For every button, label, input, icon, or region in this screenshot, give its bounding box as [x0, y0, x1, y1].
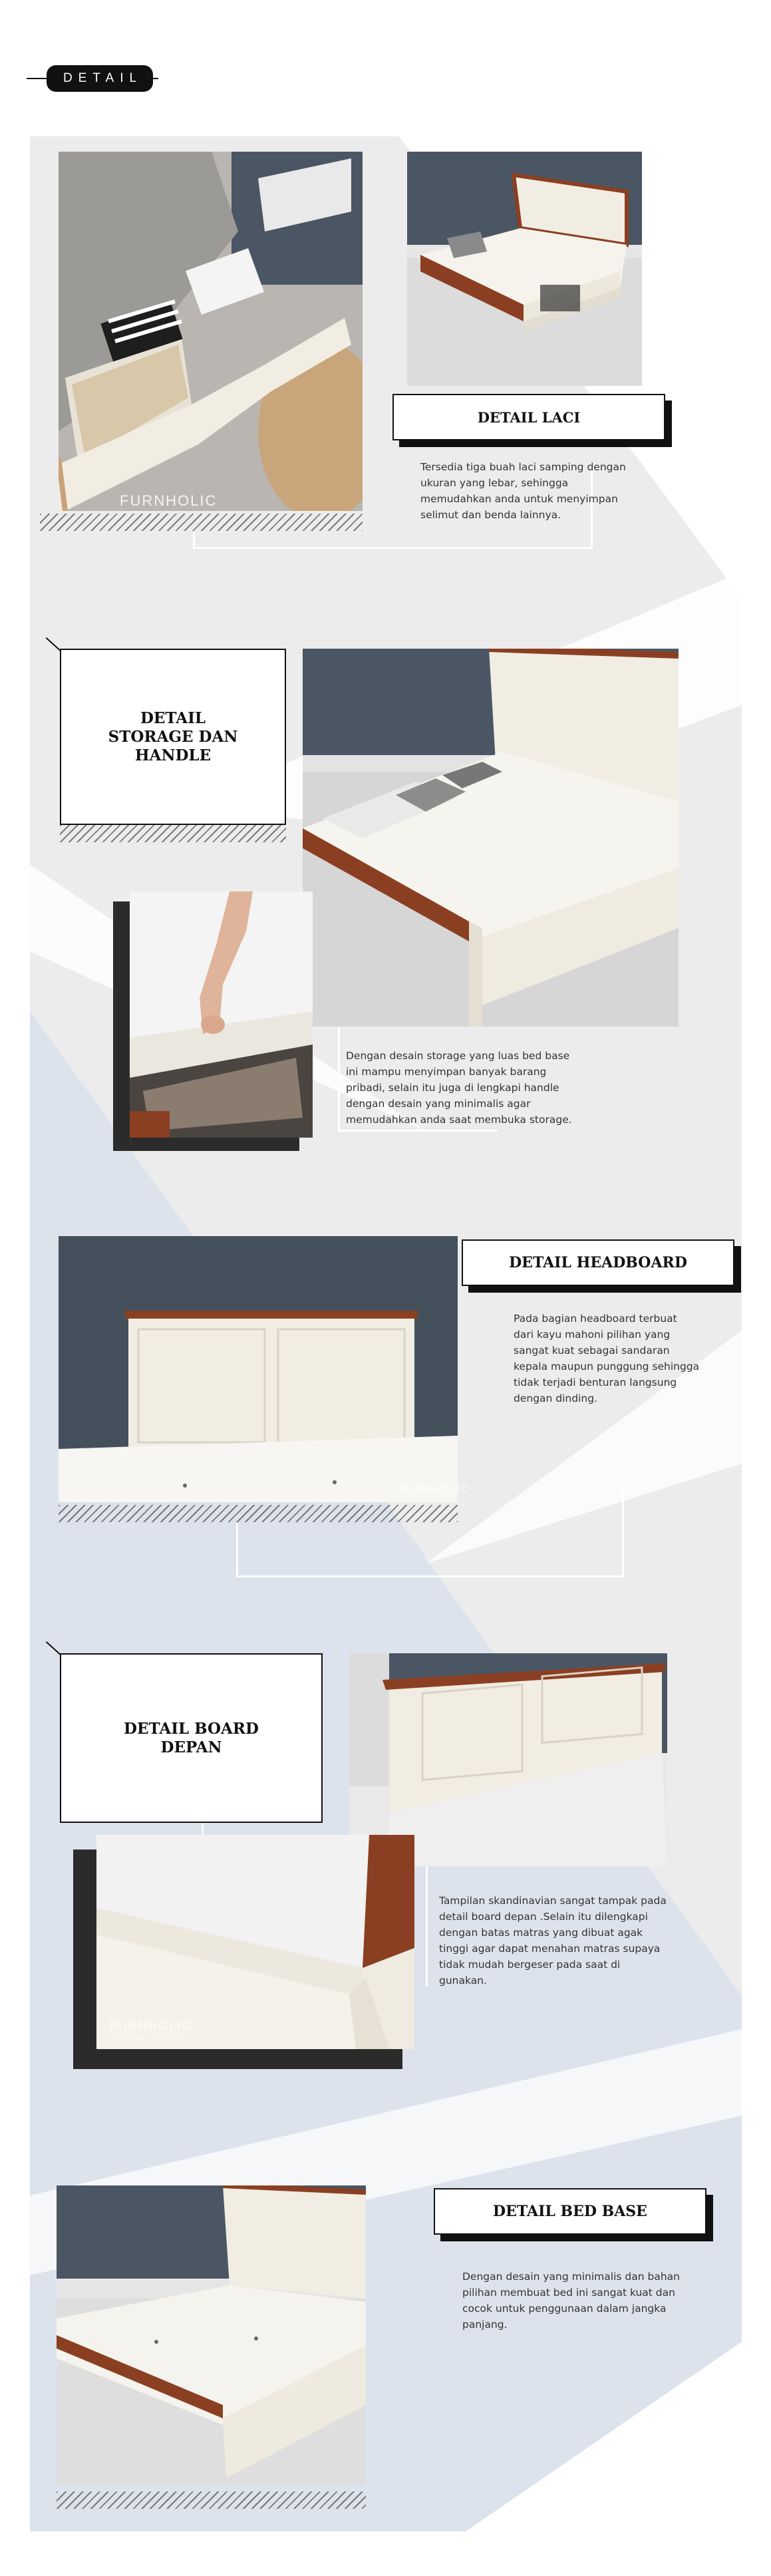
brand-watermark: FURNHOLIC — [110, 2019, 192, 2032]
brand-tagline: FURNITURE CONTROLS — [110, 2034, 184, 2040]
connector-line — [338, 1023, 340, 1131]
bed-base-photo — [57, 2185, 366, 2485]
connector-line — [426, 1866, 428, 1986]
drawer-photo-bed — [407, 152, 642, 386]
section-title: DETAIL BOARD DEPAN — [60, 1653, 323, 1823]
section-description: Tampilan skandinavian sangat tampak pada detail board depan .Selain itu dilengkapi dengan batas matras yang dibuat agak tinggi agar dapat menahan matras supaya tidak mudah bergeser pada saat di gunakan. — [439, 1895, 667, 1987]
connector-line — [193, 547, 592, 549]
hatch-decor — [60, 825, 286, 842]
drawer-photo-main — [59, 152, 363, 511]
connector-line — [202, 1823, 204, 1836]
connector-line — [236, 1575, 623, 1577]
section-title: DETAIL LACI — [392, 394, 665, 440]
storage-photo — [303, 649, 679, 1027]
headboard-photo — [59, 1236, 458, 1502]
handle-photo — [130, 891, 313, 1138]
header-line-right — [152, 78, 158, 79]
section-description: Dengan desain storage yang luas bed base ini mampu menyimpan banyak barang pribadi, selain itu juga di lengkapi handle dengan desain yang minimalis agar memudahkan anda saat membuka storage. — [346, 1050, 572, 1126]
section-title: DETAIL STORAGE DAN HANDLE — [60, 649, 286, 825]
hatch-decor — [59, 1505, 458, 1522]
detail-header-pill: DETAIL — [47, 65, 153, 92]
brand-watermark: FURNHOLIC — [120, 492, 218, 509]
brand-watermark: FURNHOLIC — [399, 1484, 470, 1495]
connector-line — [236, 1524, 238, 1577]
connector-line — [622, 1490, 624, 1577]
section-description: Tersedia tiga buah laci samping dengan ukuran yang lebar, sehingga memudahkan anda untuk menyimpan selimut dan benda lainnya. — [420, 461, 626, 521]
section-title: DETAIL HEADBOARD — [462, 1239, 734, 1286]
section-description: Pada bagian headboard terbuat dari kayu mahoni pilihan yang sangat kuat sebagai sandaran kepala maupun punggung sehingga tidak terjadi benturan langsung dengan dinding. — [514, 1313, 700, 1404]
section-description: Dengan desain yang minimalis dan bahan pilihan membuat bed ini sangat kuat dan cocok untuk penggunaan dalam jangka panjang. — [462, 2271, 680, 2331]
connector-line — [338, 1130, 498, 1132]
front-board-photo — [349, 1653, 667, 1866]
hatch-decor — [40, 514, 363, 531]
hatch-decor — [57, 2492, 366, 2509]
mattress-edge-photo — [96, 1835, 414, 2049]
section-title: DETAIL BED BASE — [434, 2188, 706, 2235]
